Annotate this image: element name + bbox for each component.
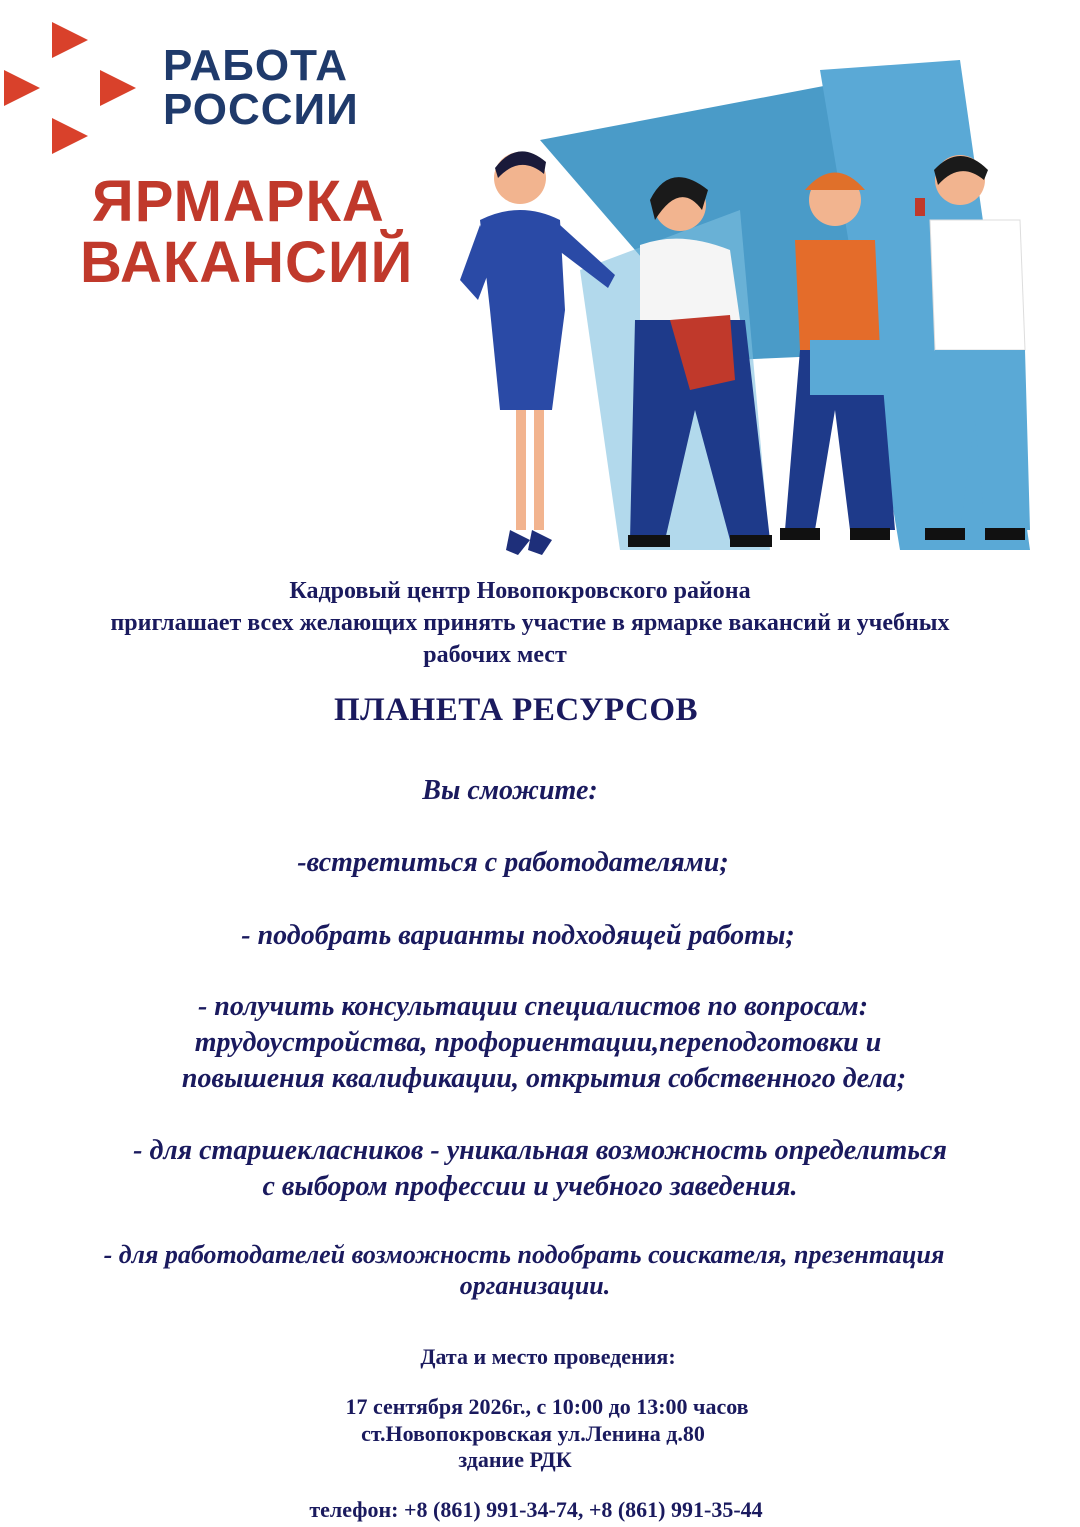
logo-text-line1: РАБОТА <box>163 41 348 90</box>
event-building: здание РДК <box>458 1447 572 1472</box>
benefit-item-employers: -встретиться с работодателями; <box>297 847 729 878</box>
fair-title-line2: ВАКАНСИЙ <box>80 230 414 295</box>
job-seekers-illustration-icon <box>440 50 1040 565</box>
logo-text-line2: РОССИИ <box>163 85 359 134</box>
contact-phone: телефон: +8 (861) 991-34-74, +8 (861) 991-35-44 <box>309 1497 763 1522</box>
intro-invitation: приглашает всех желающих принять участие в ярмарке вакансий и учебных <box>110 610 950 636</box>
rabota-rossii-logo-icon <box>0 18 150 158</box>
event-name: ПЛАНЕТА РЕСУРСОВ <box>333 692 699 728</box>
intro-invitation-cont: рабочих мест <box>423 642 567 668</box>
details-heading: Дата и место проведения: <box>420 1344 676 1369</box>
benefit-item-employers-presentation: - для работодателей возможность подобрать соискателя, презентация <box>103 1240 945 1269</box>
event-address: ст.Новопокровская ул.Ленина д.80 <box>361 1421 705 1446</box>
benefit-item-students: - для старшекласников - уникальная возможность определиться <box>133 1135 947 1166</box>
event-date: 17 сентября 2026г., с 10:00 до 13:00 часов <box>345 1394 749 1419</box>
benefit-item-consultations: - получить консультации специалистов по вопросам: <box>197 991 869 1022</box>
woman-suit-figure <box>460 151 615 555</box>
benefit-item-consultations-line2: трудоустройства, профориентации,переподготовки и <box>194 1027 882 1058</box>
intro-organizer: Кадровый центр Новопокровского района <box>289 578 751 604</box>
benefit-item-consultations-line3: повышения квалификации, открытия собственного дела; <box>181 1063 907 1094</box>
fair-title-line1: ЯРМАРКА <box>92 169 385 234</box>
benefit-item-employers-presentation-line2: организации. <box>459 1271 611 1300</box>
benefit-item-job-options: - подобрать варианты подходящей работы; <box>241 920 795 951</box>
benefit-item-students-line2: с выбором профессии и учебного заведения. <box>262 1171 798 1202</box>
benefits-heading: Вы сможите: <box>422 775 598 806</box>
